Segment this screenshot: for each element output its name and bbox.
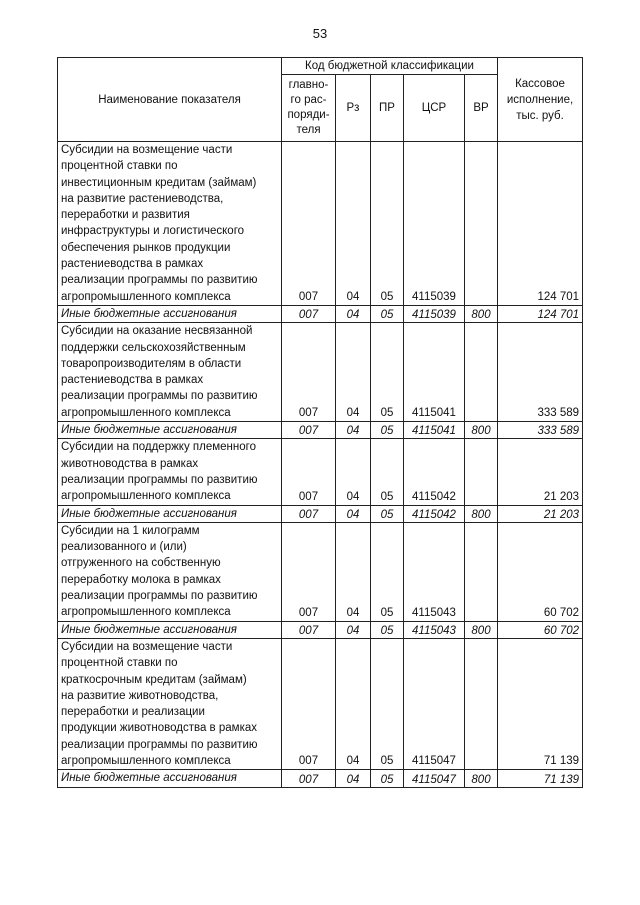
- row-rz: 04: [336, 142, 371, 306]
- table-row: [58, 522, 583, 621]
- row-grbs: 007: [282, 522, 336, 621]
- row-amount: 71 139: [498, 770, 583, 787]
- row-name: Субсидии на 1 килограмм реализованного и (или) отгруженного на собственную переработку молока в рамках реализации программы по развитию агропромышленного комплекса: [58, 522, 282, 621]
- row-name: Субсидии на возмещение части процентной ставки по инвестиционным кредитам (займам) на развитие растениеводства, переработки и развития инфраструктуры и логистического обеспечения рынков продукции растениеводства в рамках реализации программы по развитию агропромышленного комплекса: [58, 142, 282, 306]
- row-vr: [465, 323, 498, 422]
- row-rz: 04: [336, 505, 371, 522]
- row-vr: 800: [465, 505, 498, 522]
- row-grbs: 007: [282, 770, 336, 787]
- table-row: [58, 439, 583, 505]
- row-vr: 800: [465, 305, 498, 322]
- row-amount: 124 701: [498, 142, 583, 306]
- row-pr: 05: [371, 142, 404, 306]
- table-row: [58, 305, 583, 322]
- row-grbs: 007: [282, 142, 336, 306]
- row-vr: [465, 142, 498, 306]
- row-grbs: 007: [282, 621, 336, 638]
- row-vr: 800: [465, 770, 498, 787]
- row-vr: [465, 638, 498, 769]
- table-row: [58, 621, 583, 638]
- table-row: [58, 770, 583, 787]
- row-amount: 21 203: [498, 439, 583, 505]
- row-pr: 05: [371, 422, 404, 439]
- header-pr: ПР: [371, 75, 404, 142]
- header-rz: Рз: [336, 75, 371, 142]
- row-name: Субсидии на оказание несвязанной поддержки сельскохозяйственным товаропроизводителям в области растениеводства в рамках реализации программы по развитию агропромышленного комплекса: [58, 323, 282, 422]
- row-grbs: 007: [282, 323, 336, 422]
- row-pr: 05: [371, 522, 404, 621]
- row-name: Иные бюджетные ассигнования: [58, 505, 282, 522]
- row-vr: [465, 439, 498, 505]
- budget-table: [57, 57, 583, 788]
- row-amount: 333 589: [498, 323, 583, 422]
- header-csr: ЦСР: [404, 75, 465, 142]
- row-rz: 04: [336, 638, 371, 769]
- header-name: Наименование показателя: [58, 58, 282, 142]
- row-rz: 04: [336, 770, 371, 787]
- row-csr: 4115042: [404, 439, 465, 505]
- header-amount: Кассовое исполнение, тыс. руб.: [498, 58, 583, 142]
- row-name: Субсидии на возмещение части процентной ставки по краткосрочным кредитам (займам) на развитие животноводства, переработки и реализации продукции животноводства в рамках реализации программы по развитию агропромышленного комплекса: [58, 638, 282, 769]
- table-row: [58, 323, 583, 422]
- row-grbs: 007: [282, 422, 336, 439]
- row-amount: 21 203: [498, 505, 583, 522]
- page-number: 53: [312, 26, 328, 41]
- header-vr: ВР: [465, 75, 498, 142]
- row-pr: 05: [371, 323, 404, 422]
- row-csr: 4115042: [404, 505, 465, 522]
- header-code-group: Код бюджетной классификации: [282, 58, 498, 75]
- row-csr: 4115039: [404, 305, 465, 322]
- row-csr: 4115047: [404, 770, 465, 787]
- row-csr: 4115043: [404, 522, 465, 621]
- row-rz: 04: [336, 305, 371, 322]
- row-csr: 4115041: [404, 422, 465, 439]
- table-row: [58, 638, 583, 769]
- row-grbs: 007: [282, 638, 336, 769]
- row-amount: 333 589: [498, 422, 583, 439]
- row-name: Иные бюджетные ассигнования: [58, 770, 282, 787]
- row-pr: 05: [371, 305, 404, 322]
- row-name: Субсидии на поддержку племенного животноводства в рамках реализации программы по развитию агропромышленного комплекса: [58, 439, 282, 505]
- table-row: [58, 142, 583, 306]
- table-row: [58, 422, 583, 439]
- row-vr: 800: [465, 621, 498, 638]
- row-amount: 124 701: [498, 305, 583, 322]
- row-csr: 4115047: [404, 638, 465, 769]
- row-amount: 71 139: [498, 638, 583, 769]
- row-name: Иные бюджетные ассигнования: [58, 305, 282, 322]
- row-name: Иные бюджетные ассигнования: [58, 621, 282, 638]
- row-grbs: 007: [282, 439, 336, 505]
- row-grbs: 007: [282, 505, 336, 522]
- row-csr: 4115039: [404, 142, 465, 306]
- header-main-manager: главно- го рас- поряди- теля: [282, 75, 336, 142]
- row-pr: 05: [371, 505, 404, 522]
- row-amount: 60 702: [498, 621, 583, 638]
- row-pr: 05: [371, 770, 404, 787]
- row-rz: 04: [336, 522, 371, 621]
- row-csr: 4115043: [404, 621, 465, 638]
- row-pr: 05: [371, 621, 404, 638]
- row-rz: 04: [336, 422, 371, 439]
- row-rz: 04: [336, 439, 371, 505]
- row-vr: [465, 522, 498, 621]
- row-name: Иные бюджетные ассигнования: [58, 422, 282, 439]
- row-pr: 05: [371, 439, 404, 505]
- row-rz: 04: [336, 621, 371, 638]
- row-pr: 05: [371, 638, 404, 769]
- row-grbs: 007: [282, 305, 336, 322]
- row-csr: 4115041: [404, 323, 465, 422]
- row-rz: 04: [336, 323, 371, 422]
- row-vr: 800: [465, 422, 498, 439]
- row-amount: 60 702: [498, 522, 583, 621]
- table-row: [58, 505, 583, 522]
